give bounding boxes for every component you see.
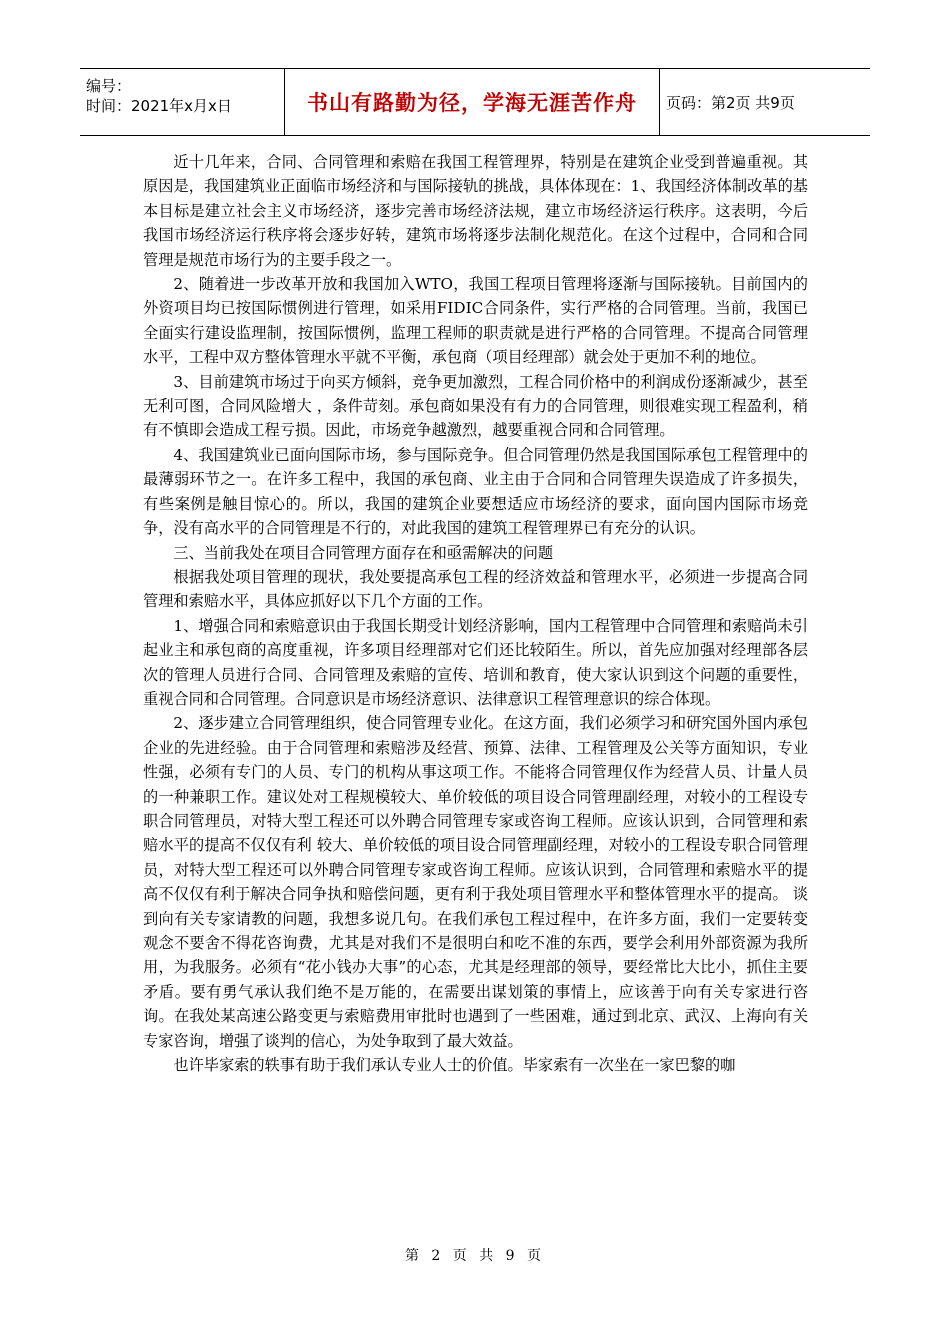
header-page-cell [660, 69, 870, 135]
paragraph: 2、逐步建立合同管理组织，使合同管理专业化。在这方面，我们必须学习和研究国外国内承包企业的先进经验。由于合同管理和索赔涉及经营、预算、法律、工程管理及公关等方面知识，专业性强，必须有专门的人员、专门的机构从事这项工作。不能将合同管理仅作为经营人员、计量人员的一种兼职工作。建议处对工程规模较大、单价较低的项目设合同管理副经理，对较小的工程设专职合同管理员，对特大型工程还可以外聘合同管理专家或咨询工程师。应该认识到，合同管理和索赔水平的提高不仅仅有利 较大、单价较低的项目设合同管理副经理，对较小的工程设专职合同管理员，对特大型工程还可以外聘合同管理专家或咨询工程师。应该认识到，合同管理和索赔水平的提高不仅仅有利于解决合同争执和赔偿问题，更有利于我处项目管理水平和整体管理水平的提高。 谈到向有关专家请教的问题，我想多说几句。在我们承包工程过程中，在许多方面，我们一定要转变观念不要舍不得花咨询费，尤其是对我们不是很明白和吃不准的东西，要学会利用外部资源为我所用，为我服务。必须有“花小钱办大事”的心态，尤其是经理部的领导，要经常比大比小，抓住主要矛盾。要有勇气承认我们绝不是万能的，在需要出谋划策的事情上，应该善于向有关专家进行咨询。在我处某高速公路变更与索赔费用审批时也遇到了一些困难，通过到北京、武汉、上海向有关专家咨询，增强了谈判的信心，为处争取到了最大效益。 [143, 714, 808, 1050]
paragraph: 3、目前建筑市场过于向买方倾斜，竞争更加激烈，工程合同价格中的利润成份逐渐减少，甚至无利可图，合同风险增大 ，条件苛刻。承包商如果没有有力的合同管理，则很难实现工程盈利，稍有不慎即会造成工程亏损。因此，市场竞争越激烈，越要重视合同和合同管理。 [143, 372, 808, 440]
paragraph: 4、我国建筑业已面向国际市场，参与国际竞争。但合同管理仍然是我国国际承包工程管理中的最薄弱环节之一。在许多工程中，我国的承包商、业主由于合同和合同管理失误造成了许多损失，有些案例是触目惊心的。所以，我国的建筑企业要想适应市场经济的要求，面向国内国际市场竞争，没有高水平的合同管理是不行的，对此我国的建筑工程管理界已有充分的认识。 [143, 445, 808, 538]
page-info: 页码：第2页 共9页 [666, 93, 795, 112]
doc-number-label: 编号： [86, 77, 132, 95]
motto: 书山有路勤为径，学海无涯苦作舟 [307, 91, 637, 115]
page-header [80, 68, 870, 136]
section-heading: 三、当前我处在项目合同管理方面存在和亟需解决的问题 [173, 543, 554, 562]
header-motto-cell [284, 69, 660, 135]
paragraph: 2、随着进一步改革开放和我国加入WTO，我国工程项目管理将逐渐与国际接轨。目前国内的外资项目均已按国际惯例进行管理，如采用FIDIC合同条件，实行严格的合同管理。当前，我国已全面实行建设监理制，按国际惯例，监理工程师的职责就是进行严格的合同管理。不提高合同管理水平，工程中双方整体管理水平就不平衡，承包商（项目经理部）就会处于更加不利的地位。 [143, 275, 808, 367]
paragraph: 根据我处项目管理的现状，我处要提高承包工程的经济效益和管理水平，必须进一步提高合同管理和索赔水平，具体应抓好以下几个方面的工作。 [143, 567, 808, 611]
document-body [143, 150, 808, 1077]
paragraph: 也许毕家索的轶事有助于我们承认专业人士的价值。毕家索有一次坐在一家巴黎的咖 [173, 1056, 736, 1075]
paragraph: 近十几年来，合同、合同管理和索赔在我国工程管理界，特别是在建筑企业受到普遍重视。其原因是，我国建筑业正面临市场经济和与国际接轨的挑战，具体体现在：1、我国经济体制改革的基本目标是建立社会主义市场经济，逐步完善市场经济法规，建立市场经济运行秩序。这表明，今后我国市场经济运行秩序将会逐步好转，建筑市场将逐步法制化规范化。在这个过程中，合同和合同管理是规范市场行为的主要手段之一。 [143, 153, 808, 269]
date-label: 时间：2021年x月x日 [86, 97, 232, 115]
paragraph: 1、增强合同和索赔意识由于我国长期受计划经济影响，国内工程管理中合同管理和索赔尚未引起业主和承包商的高度重视，许多项目经理部对它们还比较陌生。所以，首先应加强对经理部各层次的管理人员进行合同、合同管理及索赔的宣传、培训和教育，使大家认识到这个问题的重要性，重视合同和合同管理。合同意识是市场经济意识、法律意识工程管理意识的综合体现。 [143, 616, 808, 708]
page-footer: 第 2 页 共 9 页 [404, 1248, 546, 1264]
header-meta [80, 69, 284, 135]
